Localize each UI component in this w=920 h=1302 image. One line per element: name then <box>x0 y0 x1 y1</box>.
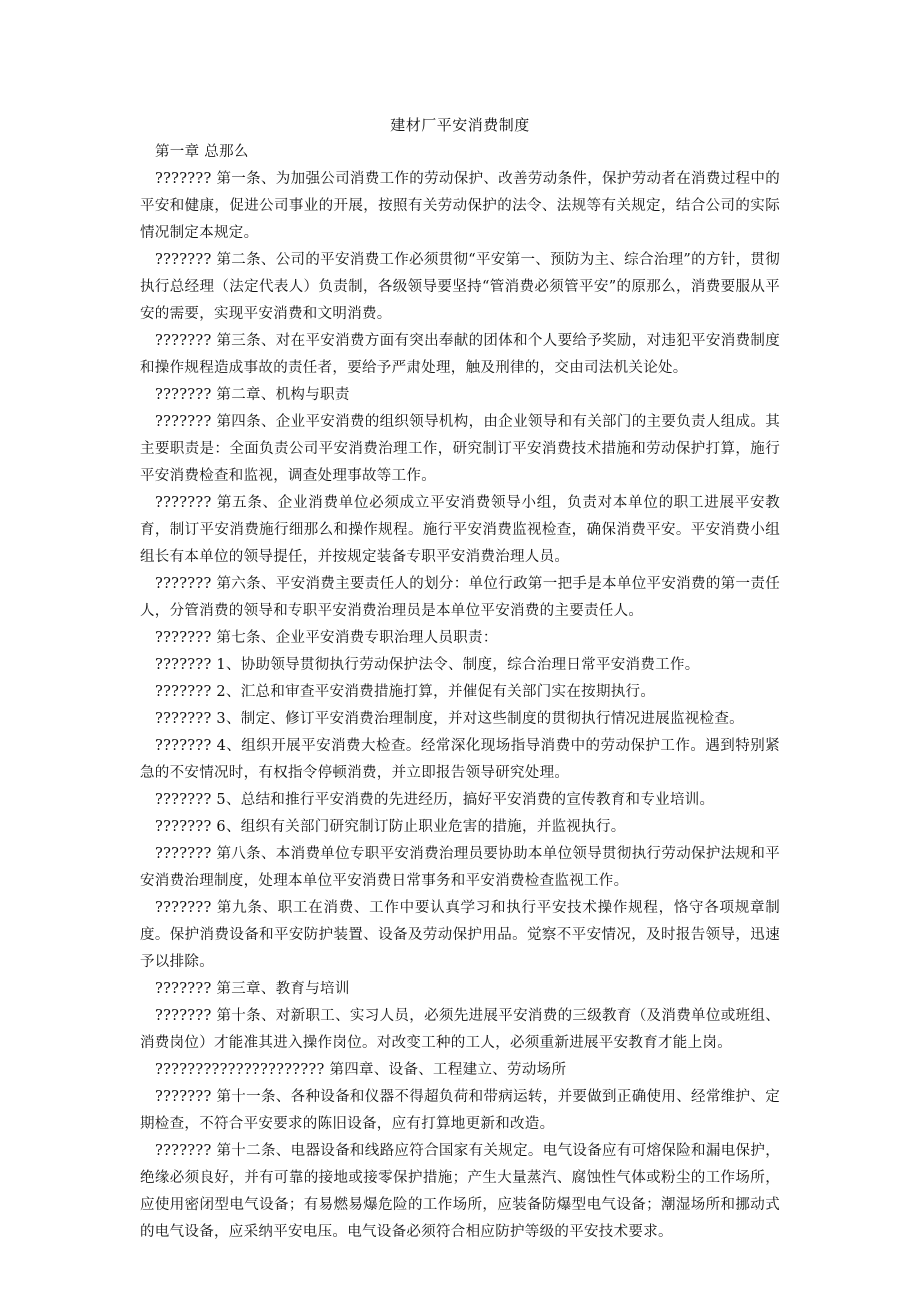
paragraph: ??????? 第一条、为加强公司消费工作的劳动保护、改善劳动条件，保护劳动者在消费过程中的平安和健康，促进公司事业的开展，按照有关劳动保护的法令、法规等有关规定，结合公司的实际情况制定本规定。 <box>140 171 780 241</box>
paragraph: ??????? 第七条、企业平安消费专职治理人员职责： <box>155 630 498 646</box>
document-page <box>140 112 780 1246</box>
paragraph: ??????? 第五条、企业消费单位必须成立平安消费领导小组，负责对本单位的职工进展平安教育，制订平安消费施行细那么和操作规程。施行平安消费监视检查，确保消费平安。平安消费小组组长有本单位的领导提任，并按规定装备专职平安消费治理人员。 <box>140 495 780 565</box>
paragraph: ??????? 第三章、教育与培训 <box>155 981 350 997</box>
paragraph: ??????? 第六条、平安消费主要责任人的划分：单位行政第一把手是本单位平安消费的第一责任人，分管消费的领导和专职平安消费治理员是本单位平安消费的主要责任人。 <box>140 576 780 619</box>
paragraph: ??????? 第二章、机构与职责 <box>155 387 350 403</box>
paragraph: 第一章 总那么 <box>155 144 249 160</box>
paragraph: ??????? 第九条、职工在消费、工作中要认真学习和执行平安技术操作规程，恪守各项规章制度。保护消费设备和平安防护装置、设备及劳动保护用品。觉察不平安情况，及时报告领导，迅速予以排除。 <box>140 900 780 970</box>
paragraph: ??????? 第八条、本消费单位专职平安消费治理员要协助本单位领导贯彻执行劳动保护法规和平安消费治理制度，处理本单位平安消费日常事务和平安消费检查监视工作。 <box>140 846 780 889</box>
paragraph: ??????? 第十一条、各种设备和仪器不得超负荷和带病运转，并要做到正确使用、经常维护、定期检查，不符合平安要求的陈旧设备，应有打算地更新和改造。 <box>140 1089 780 1132</box>
paragraph: ??????? 第三条、对在平安消费方面有突出奉献的团体和个人要给予奖励，对违犯平安消费制度和操作规程造成事故的责任者，要给予严肃处理，触及刑律的，交由司法机关论处。 <box>140 333 780 376</box>
paragraph: ??????? 5、总结和推行平安消费的先进经历，搞好平安消费的宣传教育和专业培训。 <box>155 792 715 808</box>
paragraph: ??????? 4、组织开展平安消费大检查。经常深化现场指导消费中的劳动保护工作。遇到特别紧急的不安情况时，有权指令停顿消费，并立即报告领导研究处理。 <box>140 738 780 781</box>
paragraph: ??????? 第十条、对新职工、实习人员，必须先进展平安消费的三级教育（及消费单位或班组、消费岗位）才能准其进入操作岗位。对改变工种的工人，必须重新进展平安教育才能上岗。 <box>140 1008 780 1051</box>
document-title: 建材厂平安消费制度 <box>390 116 530 134</box>
paragraph: ??????? 6、组织有关部门研究制订防止职业危害的措施，并监视执行。 <box>155 819 626 835</box>
paragraph: ??????? 2、汇总和审查平安消费措施打算，并催促有关部门实在按期执行。 <box>155 684 656 700</box>
paragraph: ????????????????????? 第四章、设备、工程建立、劳动场所 <box>155 1062 567 1078</box>
paragraph: ??????? 3、制定、修订平安消费治理制度，并对这些制度的贯彻执行情况进展监视检查。 <box>155 711 744 727</box>
paragraph: ??????? 第二条、公司的平安消费工作必须贯彻“平安第一、预防为主、综合治理”的方针，贯彻执行总经理（法定代表人）负责制，各级领导要坚持“管消费必须管平安”的原那么，消费要服从平安的需要，实现平安消费和文明消费。 <box>140 252 780 322</box>
paragraph: ??????? 1、协助领导贯彻执行劳动保护法令、制度，综合治理日常平安消费工作。 <box>155 657 700 673</box>
paragraph: ??????? 第十二条、电器设备和线路应符合国家有关规定。电气设备应有可熔保险和漏电保护，绝缘必须良好，并有可靠的接地或接零保护措施；产生大量蒸汽、腐蚀性气体或粉尘的工作场所，应使用密闭型电气设备；有易燃易爆危险的工作场所，应装备防爆型电气设备；潮湿场所和挪动式的电气设备，应采纳平安电压。电气设备必须符合相应防护等级的平安技术要求。 <box>140 1143 780 1240</box>
paragraph: ??????? 第四条、企业平安消费的组织领导机构，由企业领导和有关部门的主要负责人组成。其主要职责是：全面负责公司平安消费治理工作，研究制订平安消费技术措施和劳动保护打算，施行平安消费检查和监视，调查处理事故等工作。 <box>140 414 780 484</box>
